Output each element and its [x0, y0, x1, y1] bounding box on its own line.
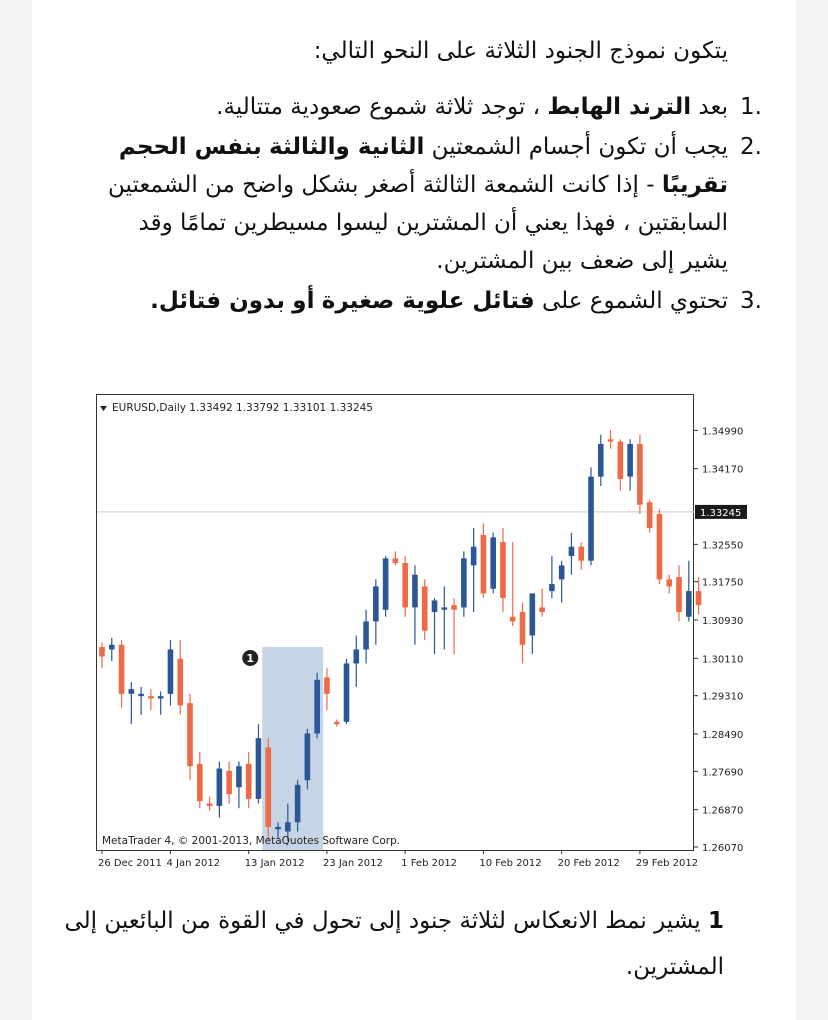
list-text: [314, 288, 321, 314]
list-item: [108, 128, 762, 280]
conditions-list: [108, 88, 762, 322]
chart-footer: MetaTrader 4, © 2001-2013, MetaQuotes Software Corp.: [102, 835, 401, 847]
chart-caption: [64, 898, 724, 990]
list-text: - إذا كانت الشمعة الثالثة أصغر بشكل واضح من الشمعتين السابقتين ، فهذا يعني أن المشترين ليسوا مسيطرين تمامًا وقد يشير إلى ضعف بين المشترين.: [108, 172, 728, 274]
candle-body: [187, 703, 193, 766]
caption-text: يشير نمط الانعكاس لثلاثة جنود إلى تحول في القوة من البائعين إلى المشترين.: [64, 908, 724, 980]
candle-body: [471, 547, 477, 566]
candle-body: [647, 502, 653, 528]
candle-body: [637, 444, 643, 505]
intro-paragraph: يتكون نموذج الجنود الثلاثة على النحو التالي:: [313, 38, 728, 64]
candle-body: [334, 722, 340, 724]
list-text: بعد: [691, 94, 728, 120]
y-tick-label: 1.27690: [702, 767, 744, 779]
x-tick-label: 23 Jan 2012: [322, 858, 383, 869]
candle-body: [295, 785, 301, 822]
candle-body: [158, 696, 164, 698]
list-number: 1.: [740, 94, 762, 120]
x-tick-label: 26 Dec 2011: [98, 858, 162, 869]
pattern-marker: [242, 650, 258, 666]
candle-body: [657, 514, 663, 579]
x-tick-label: 29 Feb 2012: [635, 858, 699, 869]
candle-body: [481, 535, 487, 593]
y-tick-label: 1.30930: [702, 616, 744, 628]
candle-body: [422, 586, 428, 630]
candle-body: [539, 607, 545, 612]
candle-body: [148, 696, 154, 698]
candle-body: [246, 764, 252, 799]
candle-body: [265, 748, 271, 827]
candle-body: [432, 600, 438, 612]
candle-body: [676, 577, 682, 612]
candle-body: [559, 565, 565, 579]
y-tick-label: 1.29310: [702, 691, 744, 703]
candle-body: [197, 764, 203, 801]
list-text: ، توجد ثلاثة شموع صعودية متتالية.: [216, 94, 548, 120]
candle-body: [344, 663, 350, 721]
list-bold-text: بدون فتائل.: [150, 288, 285, 314]
list-bold-text: أو: [292, 288, 315, 314]
candle-body: [353, 649, 359, 663]
x-tick-label: 20 Feb 2012: [557, 858, 620, 869]
candle-body: [393, 558, 399, 563]
candle-body: [207, 804, 213, 806]
candle-body: [383, 558, 389, 609]
y-tick-label: 1.34170: [702, 464, 744, 476]
y-tick-label: 1.28490: [702, 729, 744, 741]
pattern-highlight: [262, 647, 323, 850]
list-number: 2.: [740, 134, 762, 160]
candle-body: [530, 593, 536, 635]
candle-body: [666, 579, 672, 586]
candle-body: [363, 621, 369, 649]
candle-body: [226, 771, 232, 794]
candle-body: [490, 537, 496, 588]
candlestick-chart-svg: [96, 394, 794, 872]
candle-body: [129, 689, 135, 694]
y-tick-label: 1.26070: [702, 843, 744, 854]
current-price-label: 1.33245: [700, 507, 742, 519]
candle-body: [618, 442, 624, 479]
candle-body: [588, 477, 594, 561]
chart-header: EURUSD,Daily 1.33492 1.33792 1.33101 1.33245: [112, 402, 373, 414]
plot-frame: [97, 395, 694, 851]
y-tick-label: 1.31750: [702, 577, 744, 589]
y-tick-label: 1.26870: [702, 805, 744, 817]
marker-label: 1: [246, 652, 255, 665]
candle-body: [696, 591, 702, 605]
list-item: [108, 282, 762, 320]
candle-body: [412, 575, 418, 608]
candle-body: [451, 605, 457, 610]
candle-body: [256, 738, 262, 799]
list-text: [262, 134, 269, 160]
candle-body: [285, 822, 291, 831]
list-item: [108, 88, 762, 126]
candle-body: [442, 607, 448, 609]
x-tick-label: 1 Feb 2012: [401, 858, 458, 869]
candle-body: [275, 827, 281, 829]
candle-body: [549, 584, 555, 591]
candle-body: [177, 659, 183, 706]
candle-body: [569, 547, 575, 556]
candle-body: [119, 645, 125, 694]
list-number: 3.: [740, 288, 762, 314]
list-bold-text: الثانية والثالثة: [269, 134, 425, 160]
list-bold-text: فتائل علوية صغيرة: [321, 288, 535, 314]
candle-body: [500, 542, 506, 598]
candle-body: [314, 680, 320, 734]
list-bold-text: الترند الهابط: [547, 94, 692, 120]
price-chart: [96, 394, 794, 872]
candle-body: [608, 439, 614, 441]
list-text: تحتوي الشموع على: [534, 288, 728, 314]
candle-body: [402, 563, 408, 607]
candle-body: [578, 547, 584, 561]
y-tick-label: 1.32550: [702, 540, 744, 552]
list-bold-text: بنفس الحجم تقريبًا: [118, 134, 728, 198]
candle-body: [217, 769, 223, 806]
candle-body: [373, 586, 379, 621]
x-tick-label: 13 Jan 2012: [244, 858, 305, 869]
candle-body: [236, 766, 242, 787]
candle-body: [520, 612, 526, 645]
candle-body: [686, 591, 692, 617]
candle-body: [305, 734, 311, 781]
candle-body: [461, 558, 467, 607]
candle-body: [598, 444, 604, 477]
candle-body: [324, 677, 330, 693]
candle-body: [99, 647, 105, 656]
y-tick-label: 1.30110: [702, 654, 744, 666]
caption-number: 1: [707, 908, 724, 934]
document-page: [32, 0, 796, 1020]
y-tick-label: 1.34990: [702, 426, 744, 438]
candle-body: [627, 444, 633, 477]
candle-body: [138, 694, 144, 696]
list-text: يجب أن تكون أجسام الشمعتين: [424, 134, 728, 160]
x-tick-label: 4 Jan 2012: [166, 858, 221, 869]
x-tick-label: 10 Feb 2012: [479, 858, 542, 869]
candle-body: [510, 617, 516, 622]
candle-body: [109, 645, 115, 650]
candle-body: [168, 649, 174, 693]
